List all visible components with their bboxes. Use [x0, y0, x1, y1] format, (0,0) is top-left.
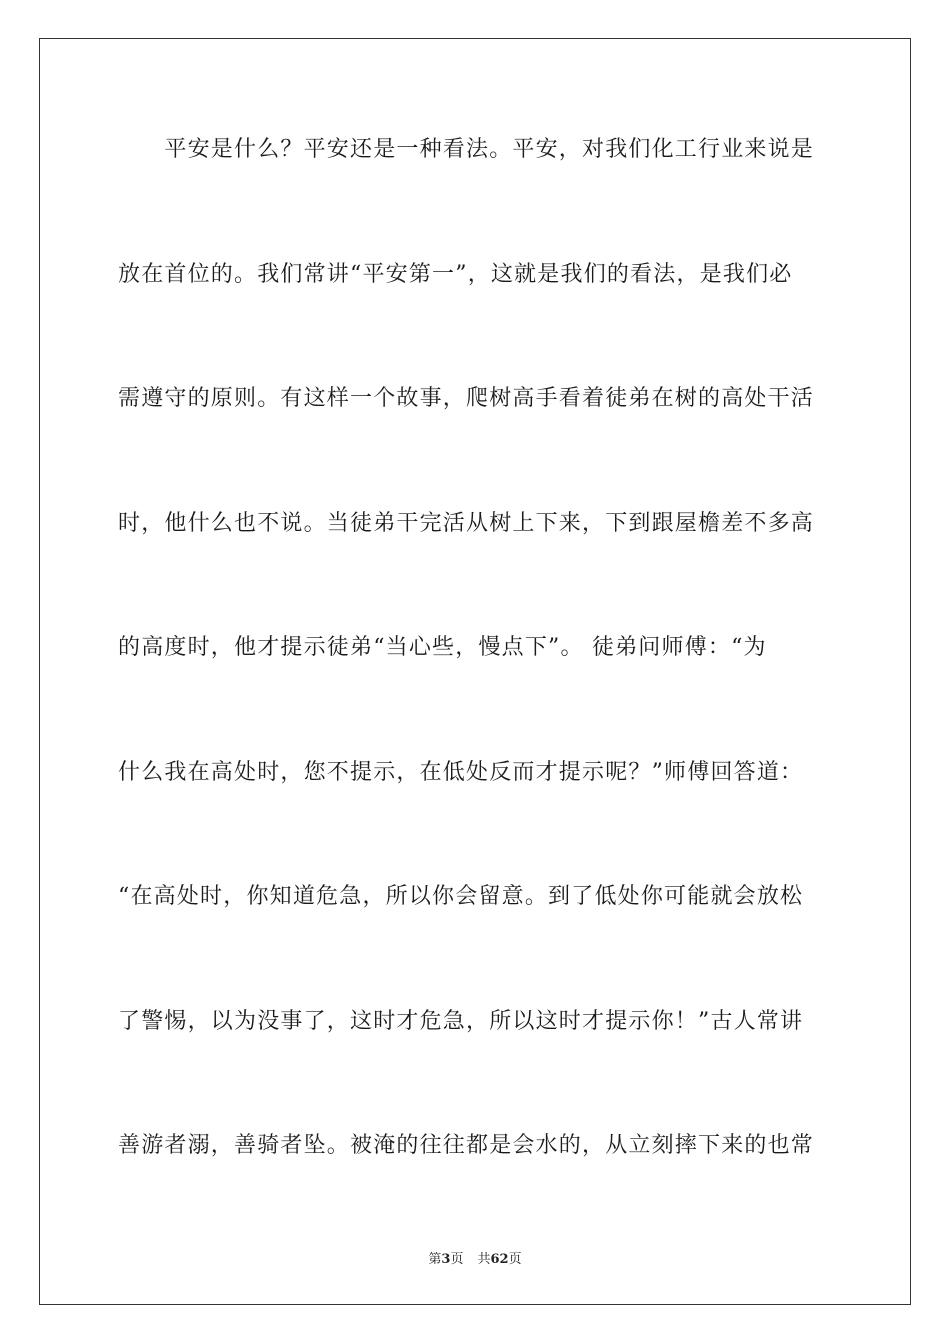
text-line-4: 时，他什么也不说。当徒弟干完活从树上下来，下到跟屋檐差不多高	[118, 511, 815, 536]
total-suffix: 页	[508, 1252, 522, 1267]
page-number: 3	[441, 1252, 451, 1267]
text-line-8: 了警惕，以为没事了，这时才危急，所以这时才提示你！”古人常讲	[118, 1009, 804, 1034]
text-line-6: 什么我在高处时，您不提示，在低处反而才提示呢？”师傅回答道：	[118, 760, 804, 785]
page-footer	[0, 1248, 950, 1267]
total-pages: 62	[490, 1252, 509, 1267]
text-line-2: 放在首位的。我们常讲“平安第一”，这就是我们的看法，是我们必	[118, 262, 793, 287]
text-line-3: 需遵守的原则。有这样一个故事，爬树高手看着徒弟在树的高处干活	[118, 386, 815, 411]
page-suffix: 页	[450, 1252, 464, 1267]
text-line-9: 善游者溺，善骑者坠。被淹的往往都是会水的，从立刻摔下来的也常	[118, 1133, 815, 1158]
page-border	[39, 38, 911, 1305]
text-line-5: 的高度时，他才提示徒弟“当心些，慢点下”。 徒弟问师傅：“为	[118, 635, 767, 660]
text-line-1: 平安是什么？平安还是一种看法。平安，对我们化工行业来说是	[118, 137, 815, 162]
text-line-7: “在高处时，你知道危急，所以你会留意。到了低处你可能就会放松	[118, 884, 804, 909]
page-prefix: 第	[428, 1252, 442, 1267]
total-prefix: 共	[477, 1252, 491, 1267]
